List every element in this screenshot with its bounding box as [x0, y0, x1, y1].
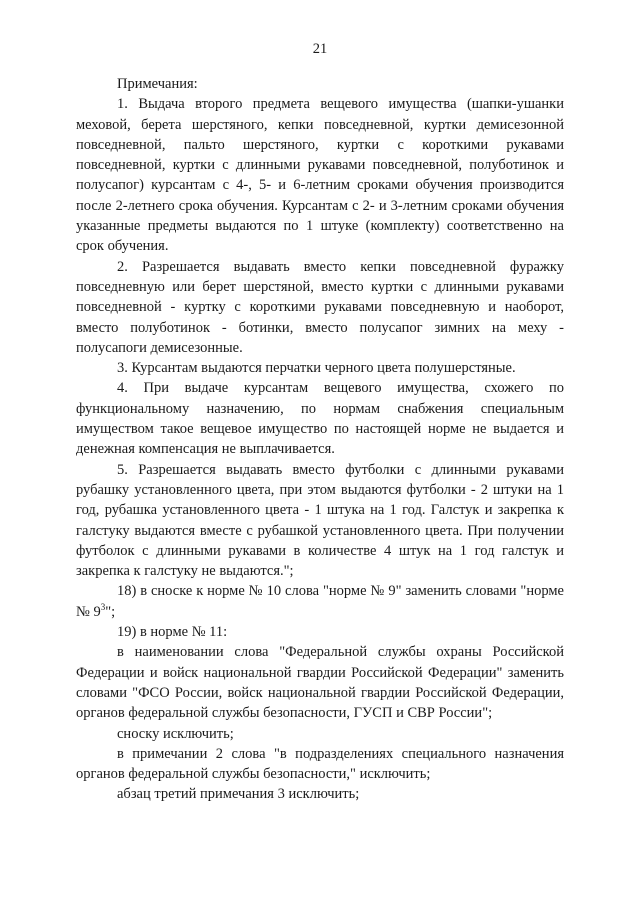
note-2: 2. Разрешается выдавать вместо кепки повседневной фуражку повседневную или берет шерстяной, вместо куртки с длинными рукавами повседневной - куртку с короткими рукавами повседневную и наоборот, вместо полуботинок - ботинки, вместо полусапог зимних на меху - полусапоги демисезонные. [76, 258, 564, 356]
note-5: 5. Разрешается выдавать вместо футболки с длинными рукавами рубашку установленного цвета, при этом выдаются футболки - 2 штуки на 1 год, рубашка установленного цвета - 1 штука на 1 год. Галстук и закрепка к галстуку выдаются вместе с рубашкой установленного цвета. При получении футболок с длинными рукавами в количестве 4 штук на 1 год галстук и закрепка к галстуку не выдаются."; [76, 461, 564, 580]
note-1: 1. Выдача второго предмета вещевого имущества (шапки-ушанки меховой, берета шерстяного, кепки повседневной, куртки демисезонной повседневной, пальто шерстяного, куртки с короткими рукавами повседневной, куртки с длинными рукавами повседневной, полуботинок и полусапог) курсантам с 4-, 5- и 6-летним сроками обучения производится после 2-летнего срока обучения. Курсантам с 2- и 3-летним сроками обучения указанные предметы выдаются по 1 штуке (комплекту) соответственно на срок обучения. [76, 96, 564, 255]
page-number: 21 [312, 41, 328, 57]
item-19-footnote-removal: сноску исключить; [117, 725, 234, 742]
item-18-closing: "; [105, 603, 116, 620]
notes-heading: Примечания: [117, 76, 198, 92]
note-4: 4. При выдаче курсантам вещевого имущества, схожего по функциональному назначению, по нормам снабжения специальным имуществом такое вещевое имущество по настоящей норме не выдается и денежная компенсация не выплачивается. [76, 380, 564, 458]
item-19-title-change: в наименовании слова "Федеральной службы охраны Российской Федерации и войск национальной гвардии Российской Федерации" заменить словами "ФСО России, войск национальной гвардии Российской Федерации, органов федеральной службы безопасности, ГУСП и СВР России"; [76, 644, 564, 722]
item-19-note-3-change: абзац третий примечания 3 исключить; [117, 786, 360, 803]
document-body [76, 74, 564, 805]
item-18-text: 18) в сноске к норме № 10 слова "норме № 9" заменить словами [117, 583, 517, 600]
item-18 [76, 581, 564, 622]
item-18-replacement-text: "норме № 9 [76, 583, 564, 620]
item-19-note-2-change: в примечании 2 слова "в подразделениях специального назначения органов федеральной службы безопасности," исключить; [76, 745, 564, 783]
superscript: 3 [100, 601, 106, 612]
item-19: 19) в норме № 11: [117, 624, 228, 641]
note-3: 3. Курсантам выдаются перчатки черного цвета полушерстяные. [117, 360, 516, 377]
